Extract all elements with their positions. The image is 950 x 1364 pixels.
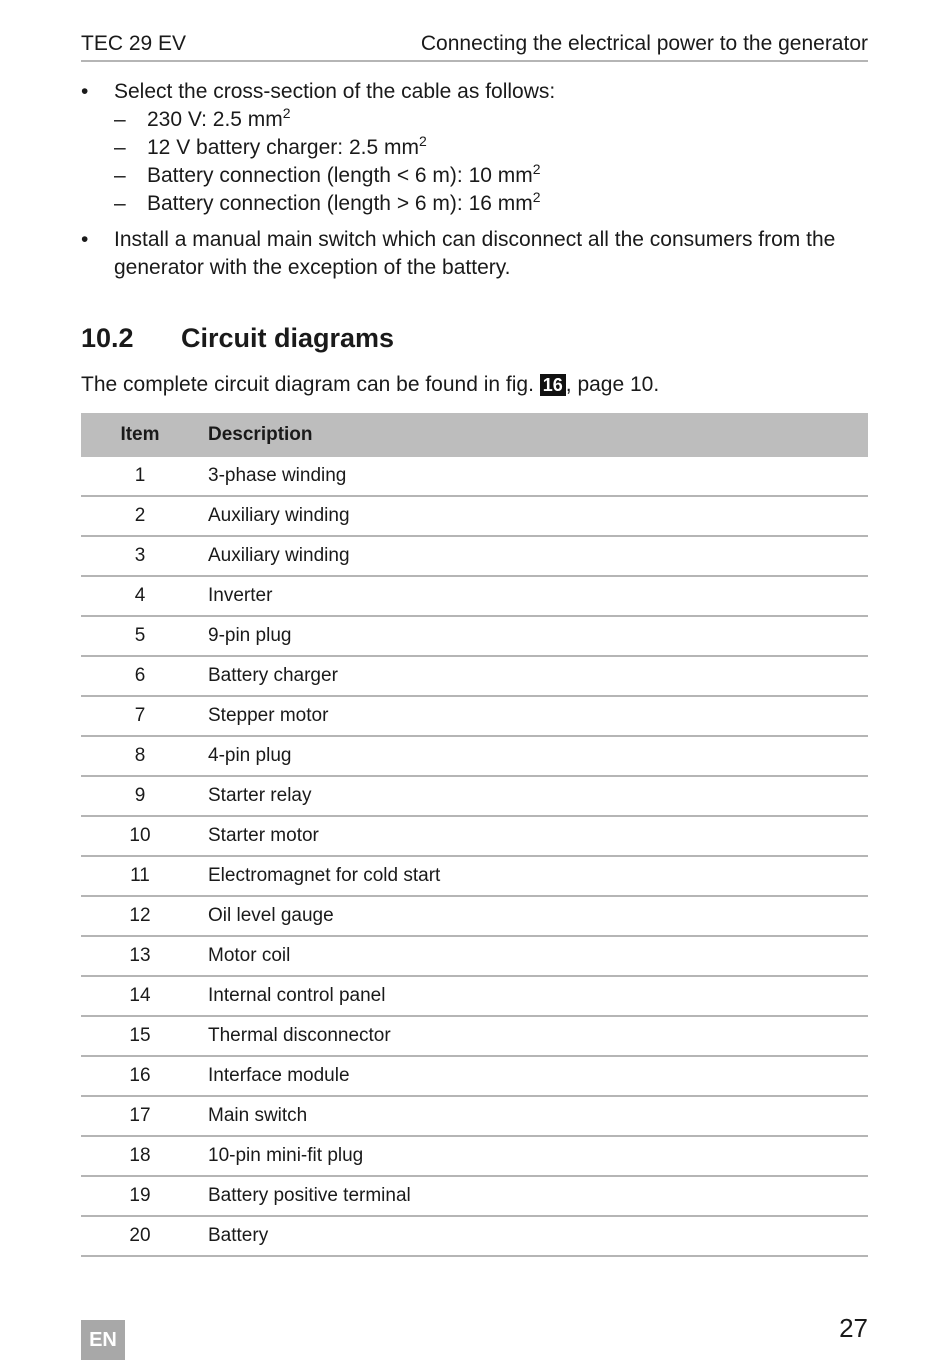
table-header-row <box>81 413 868 457</box>
item-number: 7 <box>81 696 199 736</box>
superscript: 2 <box>532 161 541 177</box>
sub-item-text: Battery connection (length > 6 m): 16 mm <box>147 192 533 215</box>
dash-icon: – <box>114 164 126 187</box>
item-number: 19 <box>81 1176 199 1216</box>
item-number: 1 <box>81 457 199 496</box>
table-row <box>81 1136 868 1176</box>
item-number: 4 <box>81 576 199 616</box>
cable-instructions <box>81 78 868 282</box>
item-number: 11 <box>81 856 199 896</box>
section-title: Circuit diagrams <box>181 323 395 353</box>
sub-list <box>114 106 868 218</box>
table-row <box>81 1056 868 1096</box>
intro-after: , page 10. <box>565 373 660 396</box>
bullet-dot-icon: • <box>81 228 89 251</box>
item-description: Battery charger <box>199 656 868 696</box>
item-description: Oil level gauge <box>199 896 868 936</box>
item-description: 10-pin mini-fit plug <box>199 1136 868 1176</box>
page-header <box>81 30 868 62</box>
table-row <box>81 816 868 856</box>
item-description: Inverter <box>199 576 868 616</box>
sub-item-text: Battery connection (length < 6 m): 10 mm <box>147 164 533 187</box>
item-description: Motor coil <box>199 936 868 976</box>
sub-item <box>114 190 868 218</box>
item-number: 17 <box>81 1096 199 1136</box>
page-number: 27 <box>839 1313 868 1343</box>
item-number: 5 <box>81 616 199 656</box>
item-description: Battery positive terminal <box>199 1176 868 1216</box>
bullet-dot-icon: • <box>81 80 89 103</box>
chapter-title: Connecting the electrical power to the generator <box>420 32 868 55</box>
item-description: Starter relay <box>199 776 868 816</box>
dash-icon: – <box>114 108 126 131</box>
bullet-cable-cross-section <box>81 78 868 218</box>
bullet-main-switch <box>81 226 868 282</box>
sub-item-text: 12 V battery charger: 2.5 mm <box>147 136 419 159</box>
table-row <box>81 576 868 616</box>
table-row <box>81 896 868 936</box>
item-description: Battery <box>199 1216 868 1256</box>
table-row <box>81 656 868 696</box>
table-row <box>81 1096 868 1136</box>
item-number: 14 <box>81 976 199 1016</box>
dash-icon: – <box>114 192 126 215</box>
bullet-text: Select the cross-section of the cable as follows: <box>114 80 556 103</box>
item-description: Stepper motor <box>199 696 868 736</box>
sub-item <box>114 106 868 134</box>
item-number: 2 <box>81 496 199 536</box>
table-row <box>81 696 868 736</box>
section-heading <box>81 323 394 354</box>
table-row <box>81 1016 868 1056</box>
item-number: 3 <box>81 536 199 576</box>
item-description: Starter motor <box>199 816 868 856</box>
item-description: Internal control panel <box>199 976 868 1016</box>
intro-text <box>81 373 659 397</box>
superscript: 2 <box>532 189 541 205</box>
table-row <box>81 776 868 816</box>
table-row <box>81 976 868 1016</box>
column-header-item: Item <box>81 413 199 457</box>
table-row <box>81 536 868 576</box>
table-row <box>81 936 868 976</box>
table-row <box>81 856 868 896</box>
item-number: 9 <box>81 776 199 816</box>
item-description: Auxiliary winding <box>199 496 868 536</box>
product-name: TEC 29 EV <box>81 32 187 55</box>
intro-before: The complete circuit diagram can be found in fig. <box>81 373 540 396</box>
circuit-items-table <box>81 413 868 1257</box>
item-number: 16 <box>81 1056 199 1096</box>
item-number: 18 <box>81 1136 199 1176</box>
item-description: Main switch <box>199 1096 868 1136</box>
sub-item <box>114 134 868 162</box>
superscript: 2 <box>418 133 427 149</box>
item-description: 3-phase winding <box>199 457 868 496</box>
sub-item-text: 230 V: 2.5 mm <box>147 108 283 131</box>
superscript: 2 <box>282 105 291 121</box>
item-description: 4-pin plug <box>199 736 868 776</box>
item-number: 6 <box>81 656 199 696</box>
item-description: Interface module <box>199 1056 868 1096</box>
column-header-description: Description <box>199 413 868 457</box>
table-row <box>81 1216 868 1256</box>
item-description: Thermal disconnector <box>199 1016 868 1056</box>
table-row <box>81 496 868 536</box>
table-body <box>81 457 868 1256</box>
item-number: 13 <box>81 936 199 976</box>
item-number: 15 <box>81 1016 199 1056</box>
section-number: 10.2 <box>81 323 134 353</box>
item-number: 10 <box>81 816 199 856</box>
item-number: 8 <box>81 736 199 776</box>
item-description: Auxiliary winding <box>199 536 868 576</box>
sub-item <box>114 162 868 190</box>
table-row <box>81 616 868 656</box>
bullet-text: Install a manual main switch which can disconnect all the consumers from the generator with the exception of the battery. <box>114 228 836 279</box>
table-row <box>81 457 868 496</box>
item-description: 9-pin plug <box>199 616 868 656</box>
figure-reference[interactable]: 16 <box>540 374 566 396</box>
table-row <box>81 736 868 776</box>
dash-icon: – <box>114 136 126 159</box>
item-description: Electromagnet for cold start <box>199 856 868 896</box>
table-row <box>81 1176 868 1216</box>
item-number: 12 <box>81 896 199 936</box>
item-number: 20 <box>81 1216 199 1256</box>
language-badge: EN <box>81 1320 125 1360</box>
